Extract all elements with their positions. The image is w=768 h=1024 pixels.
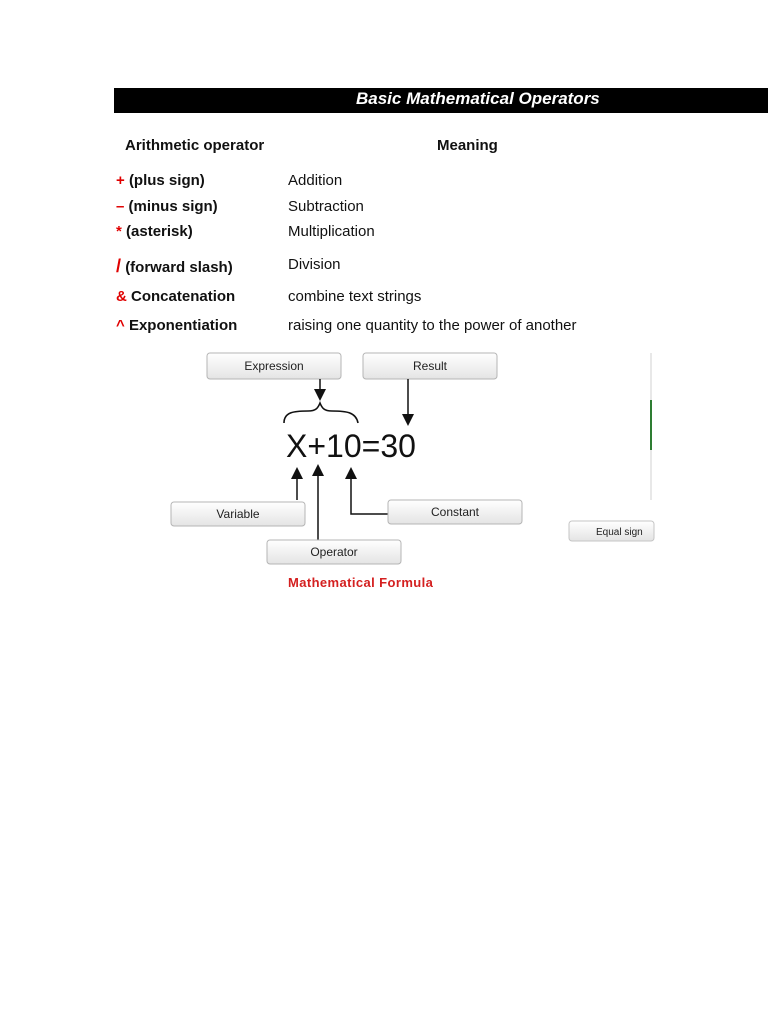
operator-meaning: raising one quantity to the power of another bbox=[288, 317, 577, 334]
result-box bbox=[363, 353, 497, 379]
operator-label bbox=[116, 256, 233, 277]
constant-arrow bbox=[351, 473, 388, 514]
operator-label bbox=[116, 317, 237, 334]
constant-label: Constant bbox=[430, 505, 480, 519]
expression-box bbox=[207, 353, 341, 379]
operator-label bbox=[116, 223, 193, 240]
operator-row-caret bbox=[0, 317, 768, 339]
operator-name: (minus sign) bbox=[128, 198, 218, 215]
operator-symbol: & bbox=[116, 288, 127, 305]
header-meaning: Meaning bbox=[437, 137, 498, 154]
header-operator: Arithmetic operator bbox=[125, 137, 265, 154]
operator-meaning: Addition bbox=[288, 172, 343, 189]
title-bar bbox=[114, 88, 768, 113]
variable-label: Variable bbox=[216, 507, 260, 521]
operator-label bbox=[116, 288, 235, 305]
operator-label-box: Operator bbox=[310, 545, 358, 559]
operator-symbol: ^ bbox=[116, 317, 125, 334]
operator-meaning: combine text strings bbox=[288, 288, 422, 305]
operator-box bbox=[267, 540, 401, 564]
formula-text: X+10=30 bbox=[286, 428, 416, 464]
operator-symbol: / bbox=[116, 256, 122, 276]
operator-row-plus bbox=[0, 172, 768, 194]
operator-row-ampersand bbox=[0, 288, 768, 310]
formula-diagram bbox=[0, 345, 768, 605]
result-label: Result bbox=[412, 359, 448, 373]
operator-row-asterisk bbox=[0, 223, 768, 245]
constant-box bbox=[388, 500, 522, 524]
operator-name: Exponentiation bbox=[128, 317, 238, 334]
operator-symbol: – bbox=[116, 198, 125, 215]
operator-symbol: * bbox=[116, 223, 122, 240]
operator-name: (asterisk) bbox=[126, 223, 193, 240]
operator-meaning: Division bbox=[288, 256, 341, 273]
operator-row-slash bbox=[0, 256, 768, 278]
operator-name: (forward slash) bbox=[125, 259, 233, 276]
expression-brace bbox=[284, 403, 358, 423]
equal-sign-label: Equal sign bbox=[596, 527, 643, 538]
operator-label bbox=[116, 172, 205, 189]
diagram-caption: Mathematical Formula bbox=[288, 575, 434, 590]
operator-symbol: + bbox=[116, 172, 125, 189]
operator-label bbox=[116, 198, 218, 215]
equal-sign-box bbox=[569, 521, 654, 541]
operator-row-minus bbox=[0, 198, 768, 220]
page-title: Basic Mathematical Operators bbox=[356, 89, 600, 108]
variable-box bbox=[171, 502, 305, 526]
operator-meaning: Subtraction bbox=[288, 198, 364, 215]
operator-meaning: Multiplication bbox=[288, 223, 375, 240]
operator-name: Concatenation bbox=[131, 288, 236, 305]
expression-label: Expression bbox=[244, 359, 304, 373]
operator-name: (plus sign) bbox=[128, 172, 205, 189]
